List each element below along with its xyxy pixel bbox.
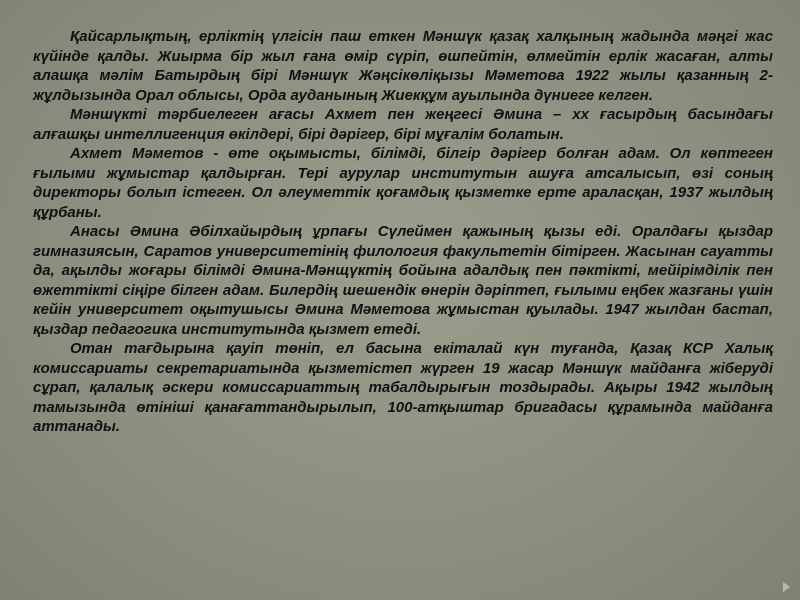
paragraph-4: Анасы Әмина Әбілхайырдың ұрпағы Сүлеймен қажының қызы еді. Оралдағы қыздар гимназиясын, Саратов университетінің филология факультетін бітірген. Жасынан сауатты да, ақылды жоғары білімді Әмина-Мәнщүктің бойына адалдық пен пәктікті, мейірімділік пен өжеттікті сіңіре білген адам. Билердің шешендік өнерін дәріптеп, ғылыми еңбек жазғаны үшін кейін университет оқытушысы Әмина Мәметова жұмыстан қуылады. 1947 жылдан бастап, қыздар педагогика институтында қызмет етеді.: [33, 223, 773, 338]
paragraph-3: Ахмет Мәметов - өте оқымысты, білімді, білгір дәрігер болған адам. Ол көптеген ғылыми жұмыстар қалдырған. Тері аурулар институтын ашуға атсалысып, өзі соның директоры болып істеген. Ол әлеуметтік қоғамдық қызметке ерте араласқан, 1937 жылдың құрбаны.: [33, 145, 773, 221]
paragraph-2: Мәншүкті тәрбиелеген ағасы Ахмет пен жеңгесі Әмина – хх ғасырдың басындағы алғашқы интеллигенция өкілдері, бірі дәрігер, бірі мұғалім болатын.: [33, 106, 773, 143]
body-text: [33, 27, 773, 437]
paragraph-5: Отан тағдырына қауіп төніп, ел басына екіталай күн туғанда, Қазақ КСР Халық комиссариаты секретариатында қызметістеп жүрген 19 жасар Мәншүк майданға жіберуді сұрап, қалалық әскери комиссариаттың табалдырығын тоздырады. Ақыры 1942 жылдың тамызында өтініші қанағаттандырылып, 100-атқыштар бригадасы құрамында майданға аттанады.: [33, 340, 773, 435]
paragraph-1: Қайсарлықтың, ерліктің үлгісін паш еткен Мәншүк қазақ халқының жадында мәңгі жас күйінде қалды. Жиырма бір жыл ғана өмір сүріп, өшпейтін, өлмейтін ерлік жасаған, алты алашқа мәлім Батырдың бірі Мәншүк Жәңсікөліқызы Мәметова 1922 жылы қазанның 2-жұлдызында Орал облысы, Орда ауданының Жиекқұм ауылында дүниеге келген.: [33, 28, 773, 104]
triangle-arrow-icon[interactable]: [783, 582, 790, 592]
